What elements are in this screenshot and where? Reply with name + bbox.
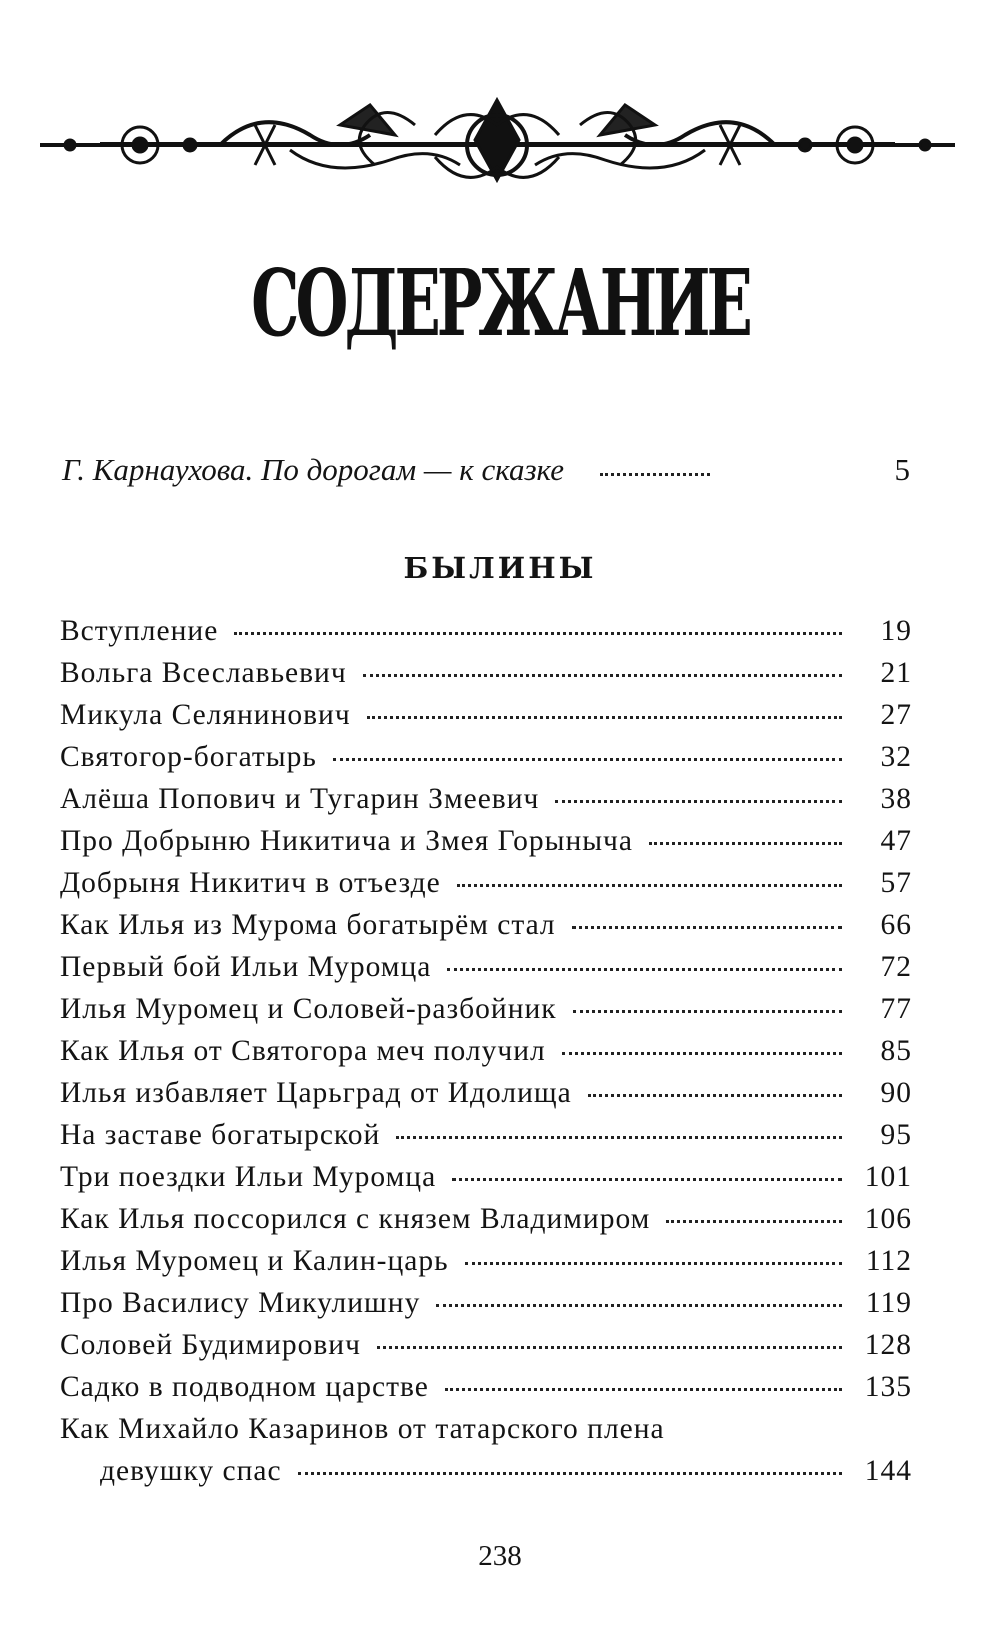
- dot-leader: [447, 968, 842, 971]
- dot-leader: [367, 716, 842, 719]
- toc-item[interactable]: [60, 1156, 912, 1198]
- dot-leader: [555, 800, 842, 803]
- toc-item-title: Как Илья от Святогора меч получил: [60, 1035, 546, 1067]
- toc-item-page: 66: [880, 909, 912, 941]
- toc-item-page: 38: [880, 783, 912, 815]
- toc-item[interactable]: [60, 1198, 912, 1240]
- dot-leader: [298, 1472, 842, 1475]
- toc-item-page: 32: [880, 741, 912, 773]
- dot-leader: [465, 1262, 842, 1265]
- toc-item-title: Садко в подводном царстве: [60, 1371, 429, 1403]
- dot-leader: [572, 926, 842, 929]
- section-title: БЫЛИНЫ: [403, 551, 597, 585]
- dot-leader: [234, 632, 842, 635]
- table-of-contents: [60, 610, 912, 1492]
- toc-item-page: 106: [864, 1203, 912, 1235]
- dot-leader: [573, 1010, 842, 1013]
- dot-leader: [649, 842, 842, 845]
- toc-item-multiline-end[interactable]: [60, 1450, 912, 1492]
- toc-item-title: Добрыня Никитич в отъезде: [60, 867, 441, 899]
- toc-item[interactable]: [60, 1072, 912, 1114]
- page-title: СОДЕРЖАНИЕ: [251, 249, 749, 357]
- toc-item-page: 135: [864, 1371, 912, 1403]
- toc-item-page: 57: [880, 867, 912, 899]
- toc-item-title: Соловей Будимирович: [60, 1329, 361, 1361]
- toc-item-page: 72: [880, 951, 912, 983]
- dot-leader: [600, 473, 710, 476]
- toc-item[interactable]: [60, 610, 912, 652]
- toc-item[interactable]: [60, 1282, 912, 1324]
- toc-item[interactable]: [60, 778, 912, 820]
- toc-item[interactable]: [60, 1114, 912, 1156]
- dot-leader: [588, 1094, 842, 1097]
- toc-item-page: 128: [864, 1329, 912, 1361]
- toc-item-page: 21: [880, 657, 912, 689]
- toc-item[interactable]: [60, 1240, 912, 1282]
- toc-item[interactable]: [60, 988, 912, 1030]
- dot-leader: [377, 1346, 842, 1349]
- dot-leader: [436, 1304, 842, 1307]
- toc-item-title: Вольга Всеславьевич: [60, 657, 347, 689]
- toc-item-page: 90: [880, 1077, 912, 1109]
- toc-item-title-line2: девушку спас: [100, 1455, 282, 1487]
- toc-item-title: Илья Муромец и Соловей-разбойник: [60, 993, 557, 1025]
- toc-item-page: 77: [880, 993, 912, 1025]
- toc-item[interactable]: [60, 1030, 912, 1072]
- toc-item[interactable]: [60, 862, 912, 904]
- toc-item-page: 85: [880, 1035, 912, 1067]
- dot-leader: [457, 884, 842, 887]
- toc-item-page: 47: [880, 825, 912, 857]
- toc-item[interactable]: [60, 946, 912, 988]
- toc-item-page: 112: [865, 1245, 912, 1277]
- toc-item-title-line1: Как Михайло Казаринов от татарского плена: [60, 1413, 665, 1445]
- toc-item-title: Первый бой Ильи Муромца: [60, 951, 432, 983]
- toc-intro-title: Г. Карнаухова. По дорогам — к сказке: [62, 452, 565, 487]
- decorative-ornament-icon: [40, 95, 955, 215]
- dot-leader: [333, 758, 842, 761]
- dot-leader: [562, 1052, 842, 1055]
- toc-item-title: Про Добрыню Никитича и Змея Горыныча: [60, 825, 633, 857]
- toc-item-page: 101: [864, 1161, 912, 1193]
- toc-item[interactable]: [60, 1366, 912, 1408]
- dot-leader: [445, 1388, 842, 1391]
- toc-item[interactable]: [60, 820, 912, 862]
- toc-item-title: Илья избавляет Царьград от Идолища: [60, 1077, 572, 1109]
- dot-leader: [666, 1220, 842, 1223]
- toc-item-multiline-start[interactable]: [60, 1408, 912, 1450]
- toc-item-title: Про Василису Микулишну: [60, 1287, 421, 1319]
- toc-intro-page: 5: [894, 452, 910, 487]
- toc-item[interactable]: [60, 904, 912, 946]
- toc-item[interactable]: [60, 1324, 912, 1366]
- toc-item-title: Илья Муромец и Калин-царь: [60, 1245, 449, 1277]
- toc-item[interactable]: [60, 652, 912, 694]
- toc-item[interactable]: [60, 694, 912, 736]
- toc-item-page: 95: [880, 1119, 912, 1151]
- toc-item-page: 119: [865, 1287, 912, 1319]
- toc-item-title: Святогор-богатырь: [60, 741, 317, 773]
- toc-item-title: Три поездки Ильи Муромца: [60, 1161, 437, 1193]
- toc-item-title: Как Илья из Мурома богатырём стал: [60, 909, 556, 941]
- page-number: 238: [478, 1540, 522, 1572]
- toc-item-page: 27: [880, 699, 912, 731]
- toc-item[interactable]: [60, 736, 912, 778]
- dot-leader: [396, 1136, 842, 1139]
- toc-item-title: На заставе богатырской: [60, 1119, 381, 1151]
- toc-item-title: Алёша Попович и Тугарин Змеевич: [60, 783, 540, 815]
- dot-leader: [363, 674, 842, 677]
- dot-leader: [452, 1178, 842, 1181]
- toc-item-page: 19: [880, 615, 912, 647]
- toc-item-title: Микула Селянинович: [60, 699, 351, 731]
- toc-item-title: Как Илья поссорился с князем Владимиром: [60, 1203, 651, 1235]
- toc-item-page: 144: [864, 1455, 912, 1487]
- toc-intro-entry[interactable]: [62, 448, 910, 492]
- toc-item-title: Вступление: [60, 615, 219, 647]
